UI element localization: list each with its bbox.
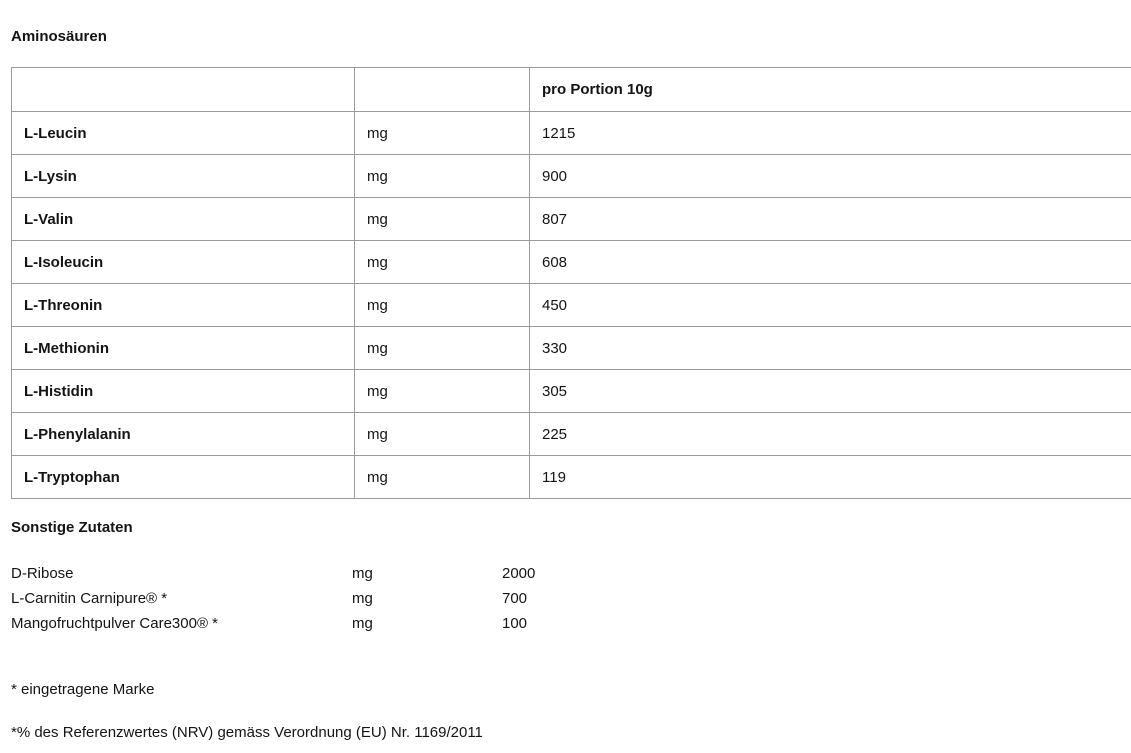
row-unit: mg bbox=[355, 413, 530, 456]
ingredient-name: L-Carnitin Carnipure® * bbox=[11, 590, 168, 607]
row-name: L-Lysin bbox=[12, 155, 355, 198]
header-unit bbox=[355, 68, 530, 112]
row-value: 330 bbox=[530, 327, 1131, 370]
row-unit: mg bbox=[355, 456, 530, 499]
ingredient-unit: mg bbox=[352, 590, 373, 607]
row-value: 225 bbox=[530, 413, 1131, 456]
amino-section-title: Aminosäuren bbox=[11, 28, 107, 45]
row-unit: mg bbox=[355, 370, 530, 413]
row-unit: mg bbox=[355, 241, 530, 284]
table-row bbox=[12, 370, 1131, 413]
table-row bbox=[12, 413, 1131, 456]
row-name: L-Leucin bbox=[12, 112, 355, 155]
ingredient-value: 700 bbox=[502, 590, 528, 607]
row-unit: mg bbox=[355, 198, 530, 241]
other-ingredients-list bbox=[11, 561, 1121, 636]
list-item bbox=[11, 561, 1121, 586]
header-value: pro Portion 10g bbox=[530, 68, 1131, 112]
row-name: L-Tryptophan bbox=[12, 456, 355, 499]
ingredient-name: Mangofruchtpulver Care300® * bbox=[11, 615, 218, 632]
row-unit: mg bbox=[355, 155, 530, 198]
footnote-nrv: *% des Referenzwertes (NRV) gemäss Verordnung (EU) Nr. 1169/2011 bbox=[11, 724, 483, 741]
row-value: 900 bbox=[530, 155, 1131, 198]
row-unit: mg bbox=[355, 112, 530, 155]
row-value: 608 bbox=[530, 241, 1131, 284]
ingredient-unit: mg bbox=[352, 615, 373, 632]
row-value: 119 bbox=[530, 456, 1131, 499]
table-row bbox=[12, 112, 1131, 155]
row-value: 450 bbox=[530, 284, 1131, 327]
header-name bbox=[12, 68, 355, 112]
row-name: L-Isoleucin bbox=[12, 241, 355, 284]
row-value: 305 bbox=[530, 370, 1131, 413]
row-name: L-Histidin bbox=[12, 370, 355, 413]
footnote-trademark: * eingetragene Marke bbox=[11, 681, 155, 698]
table-header-row bbox=[12, 68, 1131, 112]
row-unit: mg bbox=[355, 327, 530, 370]
ingredient-value: 2000 bbox=[502, 565, 536, 582]
table-row bbox=[12, 284, 1131, 327]
table-row bbox=[12, 241, 1131, 284]
other-ingredients-title: Sonstige Zutaten bbox=[11, 519, 133, 536]
ingredient-unit: mg bbox=[352, 565, 373, 582]
row-unit: mg bbox=[355, 284, 530, 327]
ingredient-value: 100 bbox=[502, 615, 528, 632]
ingredient-name: D-Ribose bbox=[11, 565, 74, 582]
table-row bbox=[12, 198, 1131, 241]
row-value: 1215 bbox=[530, 112, 1131, 155]
list-item bbox=[11, 611, 1121, 636]
table-row bbox=[12, 327, 1131, 370]
amino-acids-table bbox=[11, 67, 1131, 499]
row-name: L-Methionin bbox=[12, 327, 355, 370]
row-name: L-Threonin bbox=[12, 284, 355, 327]
table-row bbox=[12, 155, 1131, 198]
list-item bbox=[11, 586, 1121, 611]
row-value: 807 bbox=[530, 198, 1131, 241]
row-name: L-Valin bbox=[12, 198, 355, 241]
row-name: L-Phenylalanin bbox=[12, 413, 355, 456]
table-row bbox=[12, 456, 1131, 499]
